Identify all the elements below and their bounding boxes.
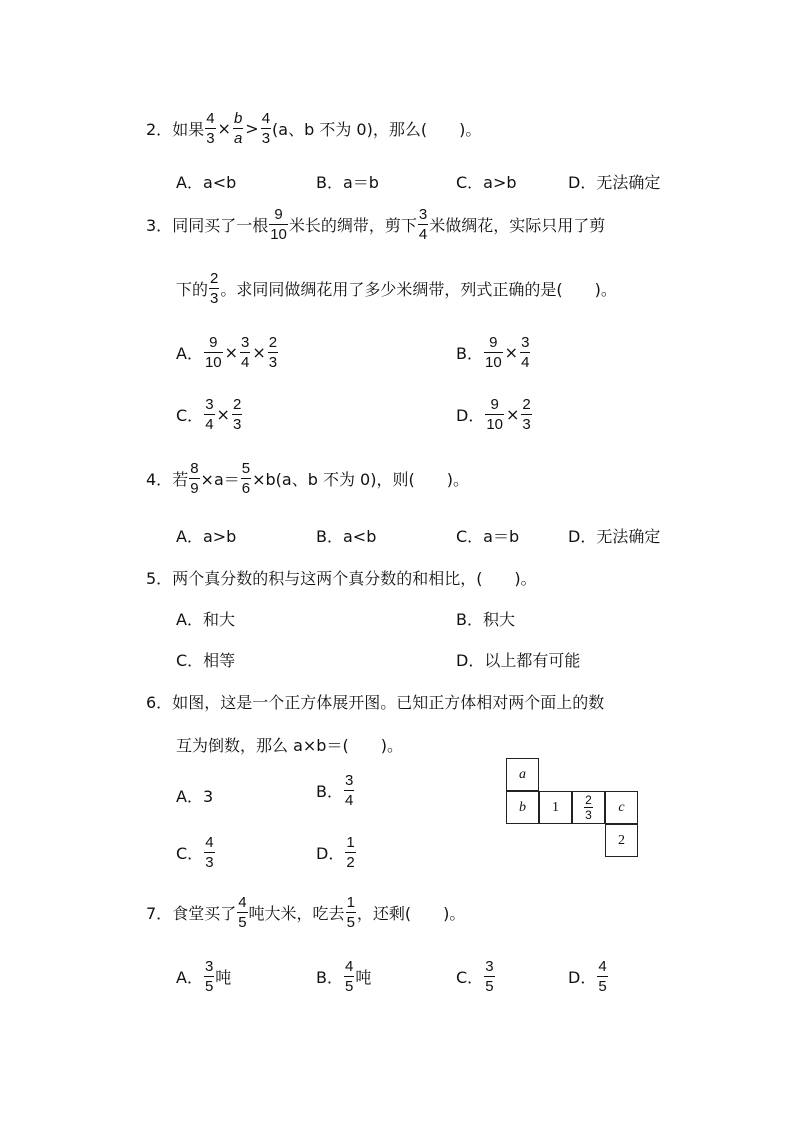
operator: > [245, 119, 259, 138]
question-text: 吨大米，吃去 [248, 904, 345, 923]
fraction: 5 6 [241, 460, 251, 497]
fraction: 1 5 [346, 894, 355, 931]
option-d[interactable]: D．以上都有可能 [456, 651, 581, 670]
question-number: 5． [146, 569, 173, 588]
fraction: 2 3 [268, 334, 278, 371]
option-label: B． [456, 344, 483, 363]
operator: × [506, 405, 520, 424]
fraction: 4 3 [206, 110, 215, 147]
question-number: 3． [146, 216, 173, 235]
net-cell-a: a [506, 758, 539, 791]
question-text: ×a＝ [200, 470, 240, 489]
option-c[interactable]: C．a＝b [456, 527, 520, 546]
fraction: 8 9 [190, 460, 199, 497]
option-c[interactable] [456, 958, 496, 995]
fraction: 9 10 [204, 334, 222, 371]
fraction: b a [233, 110, 243, 147]
net-cell-b: b [506, 791, 539, 824]
operator: × [216, 405, 230, 424]
operator: × [217, 119, 231, 138]
fraction: 4 3 [261, 110, 271, 147]
net-cell-1: 1 [539, 791, 572, 824]
operator: × [504, 343, 519, 362]
option-b[interactable] [456, 334, 531, 371]
net-cell-c: c [605, 791, 638, 824]
option-a[interactable]: A．3 [176, 787, 214, 806]
option-a[interactable] [176, 334, 279, 371]
question-5 [146, 566, 537, 589]
question-number: 2． [146, 120, 173, 139]
question-text: ×b(a、b 不为 0)，则( )。 [252, 470, 469, 489]
question-condition: (a、b 不为 0)，那么( )。 [272, 120, 482, 139]
cube-net-figure [506, 758, 642, 860]
option-c[interactable]: C．相等 [176, 651, 236, 670]
question-text: 两个真分数的积与这两个真分数的和相比，( )。 [172, 569, 537, 588]
option-label: C． [456, 968, 484, 987]
option-label: C． [176, 406, 204, 425]
option-c[interactable] [176, 396, 243, 433]
operator: × [252, 343, 266, 362]
option-a[interactable] [176, 958, 231, 995]
question-number: 4． [146, 470, 173, 489]
option-label: A． [176, 968, 203, 987]
option-label: B． [316, 968, 343, 987]
fraction: 3 4 [241, 334, 250, 371]
option-a[interactable]: A．a<b [176, 173, 237, 192]
unit: 吨 [215, 968, 232, 987]
option-b[interactable]: B．积大 [456, 610, 515, 629]
option-c[interactable] [176, 834, 216, 871]
operator: × [224, 343, 239, 362]
fraction: 3 4 [418, 206, 428, 243]
option-label: A． [176, 344, 203, 363]
question-text: 如图，这是一个正方体展开图。已知正方体相对两个面上的数 [172, 693, 605, 712]
option-b[interactable] [316, 958, 371, 995]
question-text: 如果 [172, 120, 205, 139]
option-d[interactable] [316, 834, 357, 871]
fraction: 4 3 [205, 834, 214, 871]
question-6-line2: 互为倒数，那么 a×b＝( )。 [176, 736, 403, 755]
net-cell-2: 2 [605, 824, 638, 857]
fraction: 4 5 [238, 894, 247, 931]
fraction: 9 10 [484, 334, 502, 371]
fraction: 2 3 [522, 396, 531, 433]
option-b[interactable] [316, 772, 355, 809]
fraction: 9 10 [270, 206, 287, 243]
question-number: 7． [146, 904, 173, 923]
fraction: 4 5 [344, 958, 354, 995]
option-a[interactable]: A．和大 [176, 610, 235, 629]
fraction: 3 4 [344, 772, 354, 809]
fraction: 3 5 [485, 958, 494, 995]
question-6 [146, 690, 604, 713]
question-text: 。求同同做绸花用了多少米绸带，列式正确的是( )。 [220, 280, 617, 299]
option-c[interactable]: C．a>b [456, 173, 517, 192]
question-text: 米做绸花，实际只用了剪 [429, 216, 606, 235]
fraction: 3 4 [205, 396, 214, 433]
question-4 [146, 460, 469, 497]
option-b[interactable]: B．a<b [316, 527, 377, 546]
question-text: 米长的绸带，剪下 [288, 216, 417, 235]
option-label: B． [316, 782, 343, 801]
question-7 [146, 894, 465, 931]
option-d[interactable]: D．无法确定 [568, 173, 661, 192]
question-text: 同同买了一根 [172, 216, 269, 235]
fraction: 4 5 [598, 958, 607, 995]
question-text: 下的 [176, 280, 209, 299]
question-number: 6． [146, 693, 173, 712]
option-d[interactable]: D．无法确定 [568, 527, 661, 546]
fraction: 3 5 [204, 958, 214, 995]
option-a[interactable]: A．a>b [176, 527, 237, 546]
option-d[interactable] [568, 958, 609, 995]
fraction: 3 4 [521, 334, 530, 371]
question-3 [146, 206, 605, 243]
question-text: 食堂买了 [172, 904, 237, 923]
net-cell-fraction: 2 3 [572, 791, 605, 824]
option-b[interactable]: B．a＝b [316, 173, 379, 192]
unit: 吨 [355, 968, 372, 987]
option-d[interactable] [456, 396, 533, 433]
fraction: 1 2 [346, 834, 355, 871]
option-label: C． [176, 844, 204, 863]
question-text: ，还剩( )。 [356, 904, 466, 923]
option-label: D． [456, 406, 485, 425]
fraction: 2 3 [232, 396, 242, 433]
question-text: 若 [172, 470, 189, 489]
question-2 [146, 110, 481, 147]
option-label: D． [568, 968, 597, 987]
question-3-line2 [176, 270, 617, 307]
fraction: 2 3 [210, 270, 219, 307]
fraction: 9 10 [486, 396, 504, 433]
option-label: D． [316, 844, 345, 863]
